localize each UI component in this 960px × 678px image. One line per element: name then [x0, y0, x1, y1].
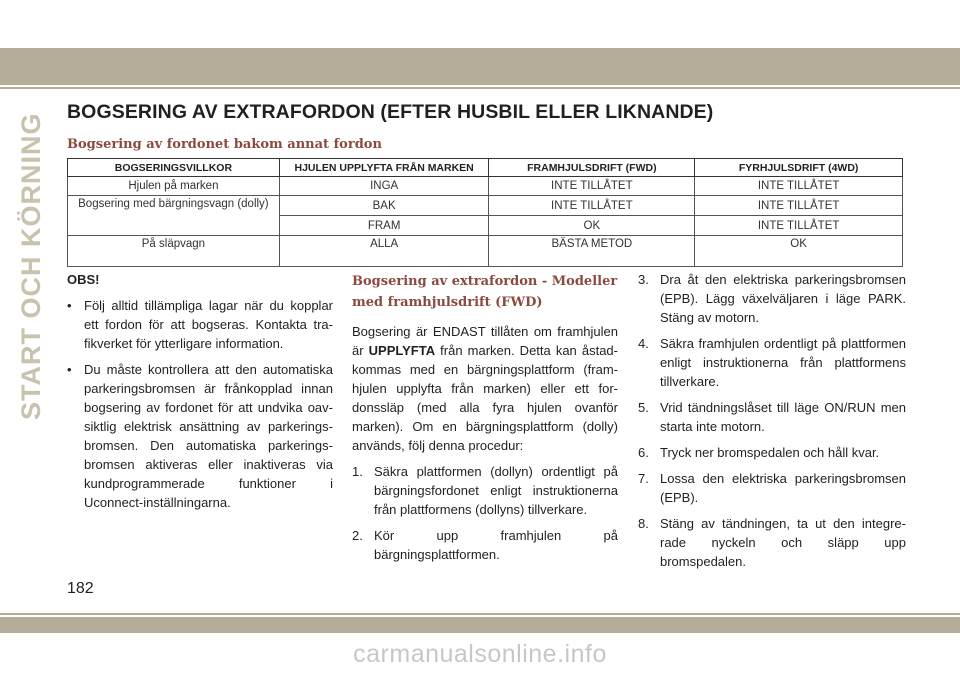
cell-4wd: INTE TILLÅTET — [695, 216, 903, 236]
cell-lifted: BAK — [279, 196, 489, 216]
list-item — [638, 334, 906, 391]
step-text: Säkra framhjulen ordentligt på plattformen enligt instruktionerna från plattformens tillverkare. — [660, 336, 906, 389]
chapter-side-label: START OCH KÖRNING — [16, 112, 46, 420]
step-number: 4. — [638, 336, 649, 351]
cell-fwd: INTE TILLÅTET — [489, 177, 695, 196]
header-rule — [0, 87, 960, 89]
header-band — [0, 48, 960, 85]
note-label: OBS! — [67, 272, 100, 287]
list-item — [352, 526, 618, 564]
list-item — [638, 514, 906, 571]
cell-condition: På släpvagn — [68, 236, 280, 267]
cell-fwd: BÄSTA METOD — [489, 236, 695, 267]
fwd-intro-bold: UPPLYFTA — [368, 343, 436, 358]
note-bullet-text: Du måste kontrollera att den automatiska parkeringsbromsen är frånkopplad innan bogsering av fordonet för att undvika oavsiktlig elektrisk ansättning av parkeringsbromsen. Den automatiska parkeringsbromsen aktiveras eller inaktiveras via kundprogrammerade funktioner i Uconnect-inställningarna. — [84, 362, 333, 510]
step-number: 1. — [352, 464, 363, 479]
cell-4wd: INTE TILLÅTET — [695, 177, 903, 196]
column-fwd-intro — [352, 270, 618, 571]
cell-condition: Bogsering med bärgningsvagn (dolly) — [68, 196, 280, 236]
step-number: 5. — [638, 400, 649, 415]
step-text: Säkra plattformen (dollyn) ordentligt på bärgningsfordonet enligt instruktionerna från plattformens (dollyns) tillverkare. — [374, 464, 618, 517]
page-number: 182 — [67, 580, 94, 597]
cell-condition: Hjulen på marken — [68, 177, 280, 196]
footer-rule — [0, 613, 960, 615]
header-condition: BOGSERINGSVILLKOR — [68, 159, 280, 177]
cell-4wd: INTE TILLÅTET — [695, 196, 903, 216]
cell-lifted: ALLA — [279, 236, 489, 267]
step-text: Stäng av tändningen, ta ut den integrerade nyckeln och släpp upp bromspedalen. — [660, 516, 906, 569]
list-item — [638, 469, 906, 507]
header-lifted: HJULEN UPPLYFTA FRÅN MARKEN — [279, 159, 489, 177]
bullet-icon: • — [67, 362, 72, 377]
column-fwd-steps — [638, 270, 906, 578]
towing-table — [67, 158, 903, 267]
table-row — [68, 236, 903, 267]
footer-band — [0, 617, 960, 633]
step-text: Lossa den elektriska parkeringsbromsen (EPB). — [660, 471, 906, 505]
header-4wd: FYRHJULSDRIFT (4WD) — [695, 159, 903, 177]
list-item — [352, 462, 618, 519]
section-heading: Bogsering av fordonet bakom annat fordon — [67, 137, 382, 152]
step-text: Tryck ner bromspedalen och håll kvar. — [660, 445, 880, 460]
note-bullet — [67, 296, 333, 353]
step-number: 3. — [638, 272, 649, 287]
bullet-icon: • — [67, 298, 72, 313]
watermark: carmanualsonline.info — [353, 640, 607, 668]
step-text: Kör upp framhjulen på bärgningsplattformen. — [374, 528, 618, 562]
cell-fwd: INTE TILLÅTET — [489, 196, 695, 216]
page-title: BOGSERING AV EXTRAFORDON (EFTER HUSBIL ELLER LIKNANDE) — [67, 101, 714, 123]
list-item — [638, 443, 906, 462]
step-number: 2. — [352, 528, 363, 543]
cell-4wd: OK — [695, 236, 903, 267]
note-bullet — [67, 360, 333, 512]
step-text: Dra åt den elektriska parkeringsbromsen (EPB). Lägg växelväljaren i läge PARK. Stäng av motorn. — [660, 272, 906, 325]
header-fwd: FRAMHJULSDRIFT (FWD) — [489, 159, 695, 177]
step-number: 6. — [638, 445, 649, 460]
column-notes — [67, 270, 333, 519]
fwd-intro — [352, 322, 618, 455]
list-item — [638, 270, 906, 327]
cell-fwd: OK — [489, 216, 695, 236]
top-margin — [0, 0, 960, 48]
fwd-intro-text: Bogsering är ENDAST tillåten om framhjulen är — [352, 324, 618, 358]
list-item — [638, 398, 906, 436]
table-row — [68, 177, 903, 196]
cell-lifted: INGA — [279, 177, 489, 196]
fwd-intro-text-rest: från marken. Detta kan åstadkommas med en bärgningsplattform (framhjulen upplyfta från marken) eller ett fordonssläp (med alla fyra hjulen ovanför marken). Om en bärgningsplattform (dolly) används, följ denna procedur: — [352, 343, 618, 453]
table-row — [68, 196, 903, 216]
step-text: Vrid tändningslåset till läge ON/RUN men starta inte motorn. — [660, 400, 906, 434]
note-bullet-text: Följ alltid tillämpliga lagar när du kopplar ett fordon för att bogseras. Kontakta trafikverket för ytterligare information. — [84, 298, 333, 351]
fwd-heading: Bogsering av extrafordon - Modeller med framhjulsdrift (FWD) — [352, 274, 618, 310]
step-number: 7. — [638, 471, 649, 486]
step-number: 8. — [638, 516, 649, 531]
table-header-row — [68, 159, 903, 177]
cell-lifted: FRAM — [279, 216, 489, 236]
